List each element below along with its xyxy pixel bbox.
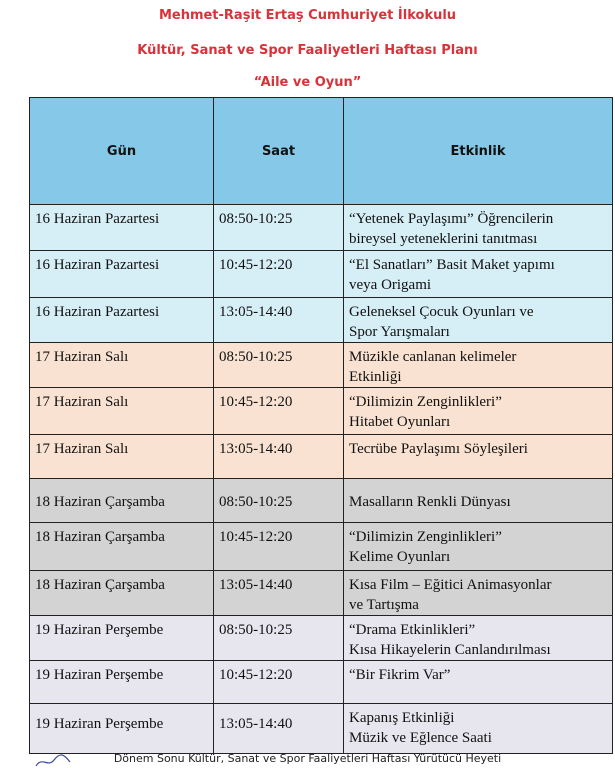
- day-cell: 16 Haziran Pazartesi: [30, 251, 214, 298]
- activity-line: Geleneksel Çocuk Oyunları ve: [349, 304, 534, 320]
- table-row: [30, 479, 613, 523]
- committee-footer: Dönem Sonu Kültür, Sanat ve Spor Faaliyetleri Haftası Yürütücü Heyeti: [113, 752, 502, 765]
- table-row: [30, 704, 613, 754]
- day-cell: 16 Haziran Pazartesi: [30, 298, 214, 343]
- activity-line: “Dilimizin Zenginlikleri”: [349, 394, 502, 410]
- table-row: [30, 435, 613, 479]
- activity-cell: [344, 251, 613, 298]
- time-cell: 10:45-12:20: [214, 523, 344, 571]
- time-cell: 13:05-14:40: [214, 571, 344, 616]
- day-cell: 18 Haziran Çarşamba: [30, 479, 214, 523]
- table-row: [30, 251, 613, 298]
- table-row: [30, 298, 613, 343]
- day-cell: 17 Haziran Salı: [30, 343, 214, 388]
- column-header-activity: Etkinlik: [344, 98, 613, 205]
- activity-cell: [344, 571, 613, 616]
- column-header-time: Saat: [214, 98, 344, 205]
- time-cell: 10:45-12:20: [214, 251, 344, 298]
- plan-title: Kültür, Sanat ve Spor Faaliyetleri Haftası Planı: [137, 43, 478, 58]
- time-cell: 13:05-14:40: [214, 435, 344, 479]
- time-cell: 10:45-12:20: [214, 661, 344, 704]
- activity-cell: [344, 388, 613, 435]
- time-cell: 13:05-14:40: [214, 298, 344, 343]
- table-row: [30, 388, 613, 435]
- activity-cell: [344, 343, 613, 388]
- activity-line: bireysel yeteneklerini tanıtması: [349, 231, 538, 247]
- day-cell: 18 Haziran Çarşamba: [30, 523, 214, 571]
- activity-line: “Drama Etkinlikleri”: [349, 622, 476, 638]
- day-cell: 16 Haziran Pazartesi: [30, 205, 214, 251]
- table-row: [30, 661, 613, 704]
- day-cell: 19 Haziran Perşembe: [30, 661, 214, 704]
- school-name: Mehmet-Raşit Ertaş Cumhuriyet İlkokulu: [158, 8, 457, 23]
- day-cell: 19 Haziran Perşembe: [30, 616, 214, 661]
- activity-line: Masalların Renkli Dünyası: [349, 494, 511, 510]
- activity-line: Kapanış Etkinliği: [349, 710, 455, 726]
- day-cell: 17 Haziran Salı: [30, 435, 214, 479]
- activity-line: Etkinliği: [349, 369, 402, 385]
- column-header-day: Gün: [30, 98, 214, 205]
- activity-line: Kısa Film – Eğitici Animasyonlar: [349, 577, 552, 593]
- activity-line: “El Sanatları” Basit Maket yapımı: [349, 257, 555, 273]
- time-cell: 08:50-10:25: [214, 616, 344, 661]
- activity-line: ve Tartışma: [349, 597, 419, 613]
- time-cell: 08:50-10:25: [214, 479, 344, 523]
- activity-line: Kelime Oyunları: [349, 549, 451, 565]
- activity-line: “Dilimizin Zenginlikleri”: [349, 529, 502, 545]
- activity-line: Tecrübe Paylaşımı Söyleşileri: [349, 441, 528, 457]
- activity-line: “Yetenek Paylaşımı” Öğrencilerin: [349, 211, 554, 227]
- table-row: [30, 571, 613, 616]
- activity-cell: [344, 435, 613, 479]
- activity-line: “Bir Fikrim Var”: [349, 667, 451, 683]
- activity-cell: [344, 704, 613, 754]
- plan-theme: “Aile ve Oyun”: [253, 75, 362, 90]
- activity-cell: [344, 523, 613, 571]
- activity-line: Müzikle canlanan kelimeler: [349, 349, 517, 365]
- table-row: [30, 343, 613, 388]
- day-cell: 17 Haziran Salı: [30, 388, 214, 435]
- time-cell: 08:50-10:25: [214, 205, 344, 251]
- table-row: [30, 523, 613, 571]
- activity-cell: [344, 298, 613, 343]
- activity-cell: [344, 661, 613, 704]
- time-cell: 10:45-12:20: [214, 388, 344, 435]
- table-header-row: [30, 98, 613, 205]
- activity-line: Spor Yarışmaları: [349, 324, 450, 340]
- day-cell: 18 Haziran Çarşamba: [30, 571, 214, 616]
- time-cell: 13:05-14:40: [214, 704, 344, 754]
- time-cell: 08:50-10:25: [214, 343, 344, 388]
- activity-schedule-table: [29, 97, 613, 754]
- day-cell: 19 Haziran Perşembe: [30, 704, 214, 754]
- activity-cell: [344, 479, 613, 523]
- activity-line: Hitabet Oyunları: [349, 414, 451, 430]
- activity-cell: [344, 205, 613, 251]
- activity-line: Kısa Hikayelerin Canlandırılması: [349, 642, 551, 658]
- table-row: [30, 616, 613, 661]
- activity-line: Müzik ve Eğlence Saati: [349, 730, 492, 746]
- activity-cell: [344, 616, 613, 661]
- activity-line: veya Origami: [349, 277, 432, 293]
- table-row: [30, 205, 613, 251]
